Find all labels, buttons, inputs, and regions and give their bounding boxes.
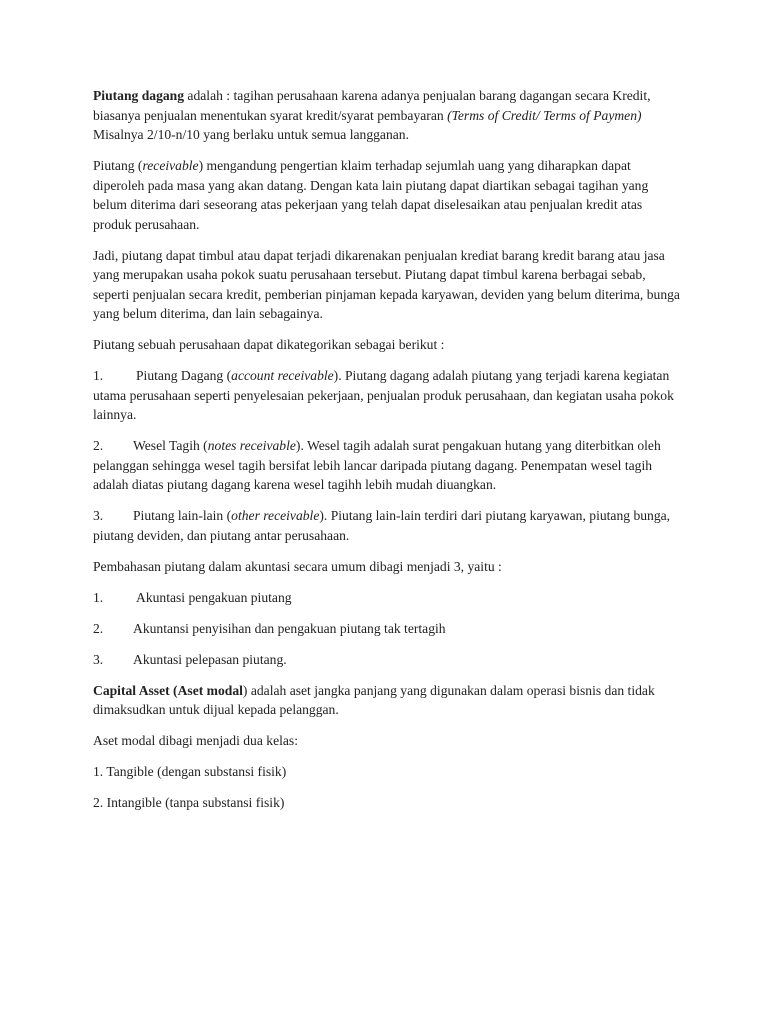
list-item-class-tangible: 1. Tangible (dengan substansi fisik) (93, 764, 287, 779)
list-item-category-1: 1. Piutang Dagang (account receivable). Piutang dagang adalah piutang yang terjadi karena kegiatan utama perusahaan seperti penyelesaian pekerjaan, penjualan produk perusahaan, dan kegiatan usaha pokok lainnya. (93, 368, 674, 422)
paragraph-accounting-intro: Pembahasan piutang dalam akuntasi secara umum dibagi menjadi 3, yaitu : (93, 558, 502, 574)
list-item-category-3: 3. Piutang lain-lain (other receivable). Piutang lain-lain terdiri dari piutang karyawan, piutang bunga, piutang deviden, dan piutang antar perusahaan. (93, 508, 671, 543)
paragraph-piutang-dagang: Piutang dagang adalah : tagihan perusahaan karena adanya penjualan barang dagangan secara Kredit, biasanya penjualan menentukan syarat kredit/syarat pembayaran (Terms of Credit/ Terms of Paymen) Misalnya 2/10-n/10 yang berlaku untuk semua langganan. (93, 88, 651, 142)
paragraph-piutang-definition: Piutang (receivable) mengandung pengertian klaim terhadap sejumlah uang yang diharapkan dapat diperoleh pada masa yang akan datang. Dengan kata lain piutang dapat diartikan sebagai tagihan yang belum diterima dari seseorang atas pekerjaan yang telah dapat diselesaikan atau penjualan kredit atas produk perusahaan. (93, 158, 649, 232)
list-item-accounting-1: 1. Akuntasi pengakuan piutang (93, 589, 292, 605)
list-item-category-2: 2. Wesel Tagih (notes receivable). Wesel tagih adalah surat pengakuan hutang yang diterbitkan oleh pelanggan sehingga wesel tagih bersifat lebih lancar daripada piutang dagang. Penempatan wesel tagih adalah diatas piutang dagang karena wesel tagihh lebih mudah diuangkan. (93, 438, 661, 492)
term-capital-asset: Capital Asset (Aset modal (93, 682, 243, 698)
paragraph-asset-classes-intro: Aset modal dibagi menjadi dua kelas: (93, 733, 298, 748)
list-item-accounting-2: 2. Akuntansi penyisihan dan pengakuan piutang tak tertagih (93, 620, 446, 636)
term-piutang-dagang: Piutang dagang (93, 88, 185, 103)
paragraph-piutang-causes: Jadi, piutang dapat timbul atau dapat terjadi dikarenakan penjualan krediat barang kredit barang atau jasa yang merupakan usaha pokok suatu perusahaan tersebut. Piutang dapat timbul karena berbagai sebab, seperti penjualan secara kredit, pemberian pinjaman kepada karyawan, deviden yang belum diterima, bunga yang belum diterima, dan lain sebagainya. (93, 247, 680, 321)
paragraph-capital-asset: Capital Asset (Aset modal) adalah aset jangka panjang yang digunakan dalam operasi bisnis dan tidak dimaksudkan untuk dijual kepada pelanggan. (93, 682, 655, 717)
document-page (93, 86, 683, 824)
paragraph-categories-intro: Piutang sebuah perusahaan dapat dikategorikan sebagai berikut : (93, 337, 445, 352)
list-item-class-intangible: 2. Intangible (tanpa substansi fisik) (93, 795, 285, 810)
list-item-accounting-3: 3. Akuntasi pelepasan piutang. (93, 651, 287, 667)
